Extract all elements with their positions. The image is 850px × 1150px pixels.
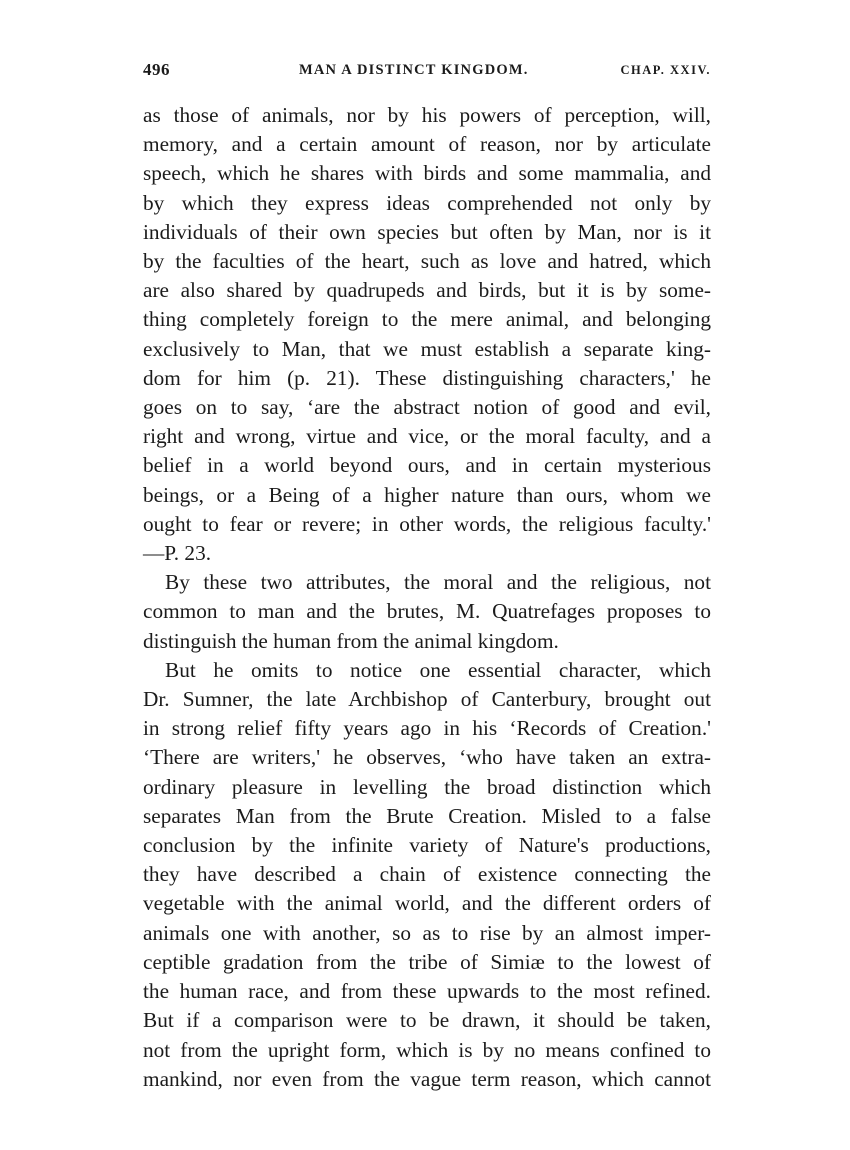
text-line: animals one with another, so as to rise by an almost imper- xyxy=(143,920,711,945)
text-line: not from the upright form, which is by no means confined to xyxy=(143,1037,711,1062)
text-line: belief in a world beyond ours, and in certain mysterious xyxy=(143,453,711,478)
text-line: individuals of their own species but often by Man, nor is it xyxy=(143,219,711,244)
text-line: But if a comparison were to be drawn, it should be taken, xyxy=(143,1008,711,1033)
text-line: dom for him (p. 21). These distinguishing characters,' he xyxy=(143,365,711,390)
text-line: ought to fear or revere; in other words, the religious faculty.' xyxy=(143,511,711,536)
text-line: are also shared by quadrupeds and birds, but it is by some- xyxy=(143,278,711,303)
text-line: —P. 23. xyxy=(143,541,212,566)
chapter-label: CHAP. XXIV. xyxy=(620,63,711,77)
text-line: goes on to say, ‘are the abstract notion of good and evil, xyxy=(143,395,711,420)
text-line: exclusively to Man, that we must establish a separate king- xyxy=(143,336,711,361)
text-line: thing completely foreign to the mere animal, and belonging xyxy=(143,307,711,332)
text-line: the human race, and from these upwards to the most refined. xyxy=(143,979,711,1004)
text-line: as those of animals, nor by his powers of perception, will, xyxy=(143,103,711,127)
text-line: By these two attributes, the moral and the religious, not xyxy=(165,570,711,595)
running-head xyxy=(143,60,711,84)
text-line: they have described a chain of existence connecting the xyxy=(143,862,711,887)
text-line: memory, and a certain amount of reason, nor by articulate xyxy=(143,132,711,157)
text-line: ceptible gradation from the tribe of Simiæ to the lowest of xyxy=(143,949,711,974)
text-line: conclusion by the infinite variety of Nature's productions, xyxy=(143,833,711,858)
body-text xyxy=(143,101,711,1094)
text-line: distinguish the human from the animal kingdom. xyxy=(143,628,559,653)
text-line: in strong relief fifty years ago in his ‘Records of Creation.' xyxy=(143,716,711,741)
running-title: MAN A DISTINCT KINGDOM. xyxy=(299,62,529,78)
text-line: right and wrong, virtue and vice, or the moral faculty, and a xyxy=(143,424,711,449)
text-line: by which they express ideas comprehended not only by xyxy=(143,190,711,215)
text-line: Dr. Sumner, the late Archbishop of Canterbury, brought out xyxy=(143,687,711,712)
text-line: ordinary pleasure in levelling the broad distinction which xyxy=(143,774,711,799)
text-line: speech, which he shares with birds and some mammalia, and xyxy=(143,161,711,186)
text-line: vegetable with the animal world, and the different orders of xyxy=(143,891,711,916)
text-line: But he omits to notice one essential character, which xyxy=(165,657,711,682)
text-line: ‘There are writers,' he observes, ‘who have taken an extra- xyxy=(143,745,711,770)
text-line: separates Man from the Brute Creation. Misled to a false xyxy=(143,803,711,828)
text-line: by the faculties of the heart, such as love and hatred, which xyxy=(143,249,711,274)
page-number: 496 xyxy=(143,60,170,79)
text-line: mankind, nor even from the vague term reason, which cannot xyxy=(143,1066,711,1091)
text-line: common to man and the brutes, M. Quatrefages proposes to xyxy=(143,599,711,624)
text-line: beings, or a Being of a higher nature than ours, whom we xyxy=(143,482,711,507)
